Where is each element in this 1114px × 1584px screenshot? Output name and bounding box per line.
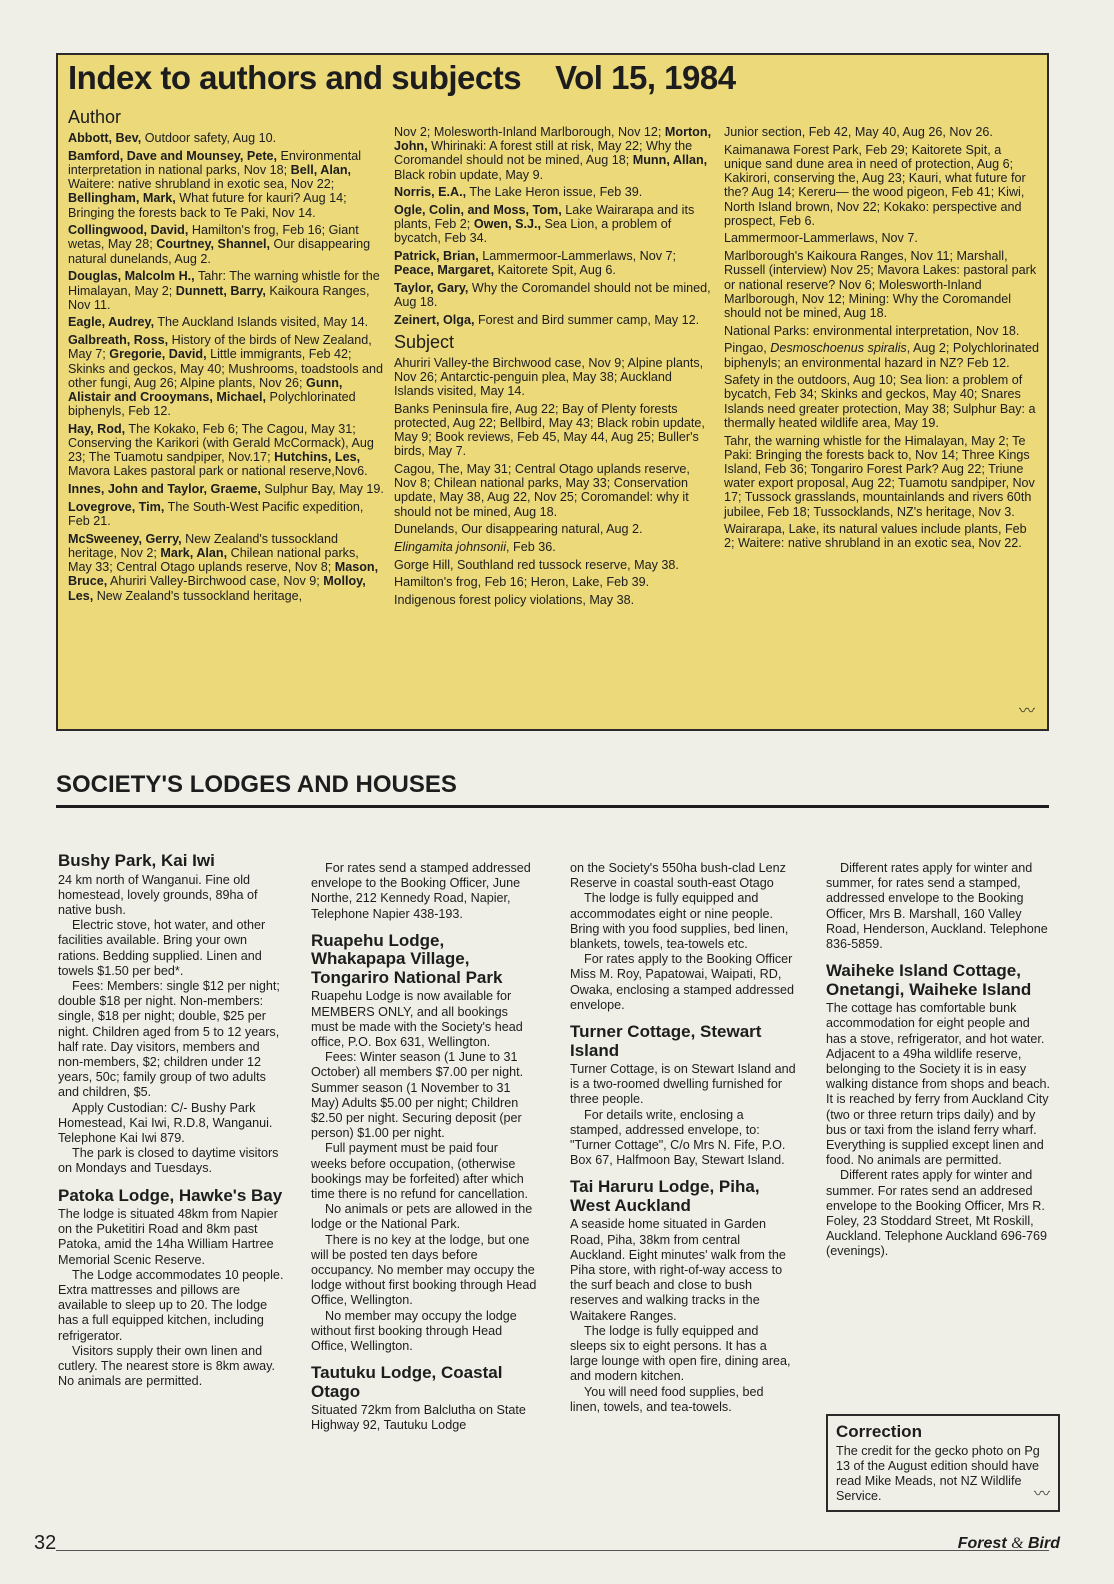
lodge-paragraph: For rates send a stamped addressed envelope to the Booking Officer, June Northe, 212 Kennedy Road, Napier, Telephone Napier 438-193. [311,861,531,921]
index-entry: Lovegrove, Tim, The South-West Pacific expedition, Feb 21. [68,499,364,529]
index-entry: Abbott, Bev, Outdoor safety, Aug 10. [68,131,277,145]
lodge-paragraph: For rates apply to the Booking Officer Miss M. Roy, Papatowai, Waipati, RD, Owaka, enclosing a stamped addressed envelope. [570,952,795,1012]
subject-entries-2 [724,125,1040,551]
index-entry: Gorge Hill, Southland red tussock reserve, May 38. [394,557,679,572]
lodge-paragraph: The Lodge accommodates 10 people. Extra mattresses and pillows are available to sleep up to 20. The lodge has a full equipped kitchen, including refrigerator. [58,1267,284,1343]
subject-entries-1 [394,356,712,608]
index-entry: Zeinert, Olga, Forest and Bird summer camp, May 12. [394,312,700,327]
index-entry: Hamilton's frog, Feb 16; Heron, Lake, Feb 39. [394,575,650,590]
author-heading: Author [68,107,122,127]
lodge-paragraph: For details write, enclosing a stamped, addressed envelope, to: "Turner Cottage", C/o Mrs N. Fife, P.O. Box 67, Halfmoon Bay, Stewart Island. [570,1107,786,1168]
index-box [56,53,1049,731]
index-entry: Marlborough's Kaikoura Ranges, Nov 11; Marshall, Russell (interview) Nov 25; Mavora Lakes: pastoral park or national reserve? Nov 6; Molesworth-Inland Marlborough, Nov 12; Mining: Why the Coromandel should not be mined, Aug 18. [724,249,1037,320]
lodge-paragraph: The cottage has comfortable bunk accommodation for eight people and has a stove, refrigerator, and hot water. Adjacent to a 49ha wildlife reserve, belonging to the Society it is in easy walking distance from shops and beach. It is reached by ferry from Auckland City (two or three return trips daily) and by bus or taxi from the island ferry wharf. Everything is supplied except linen and food. No animals are permitted. [826,1001,1051,1168]
lodge-paragraph: Turner Cottage, is on Stewart Island and is a two-roomed dwelling furnished for three people. [570,1062,796,1107]
subject-heading: Subject [394,331,455,352]
lodge-paragraph: Electric stove, hot water, and other facilities available. Bring your own rations. Bedding supplied. Linen and towels $1.50 per bed*. [58,918,266,978]
lodge-paragraph: The lodge is situated 48km from Napier on the Puketitiri Road and 8km past Patoka, amid the 14ha William Hartree Memorial Scenic Reserve. [58,1207,278,1267]
index-entry: National Parks: environmental interpretation, Nov 18. [724,323,1020,338]
lodge-title: Ruapehu Lodge, Whakapapa Village, Tongariro National Park [311,930,503,987]
index-entry: Taylor, Gary, Why the Coromandel should not be mined, Aug 18. [394,281,711,310]
index-entry: Hay, Rod, The Kokako, Feb 6; The Cagou, May 31; Conserving the Karikori (with Gerald McCormack), Aug 23; The Tuamotu sandpiper, Nov.17; Hutchins, Les, Mavora Lakes pastoral park or national reserve,Nov6. [68,421,374,479]
index-entry: Patrick, Brian, Lammermoor-Lammerlaws, Nov 7; Peace, Margaret, Kaitorete Spit, Aug 6. [394,249,677,278]
lodge-paragraph: A seaside home situated in Garden Road, Piha, 38km from central Auckland. Eight minutes' walk from the Piha store, with right-of-way access to the surf beach and close to bush reserves and walking tracks in the Waitakere Ranges. [570,1217,786,1323]
correction-text: The credit for the gecko photo on Pg 13 of the August edition should have read Mike Meads, not NZ Wildlife Service. [836,1444,1040,1503]
index-entry: Banks Peninsula fire, Aug 22; Bay of Plenty forests protected, Aug 22; Bellbird, May 43; Black robin update, May 9; Book reviews, Feb 45, May 44, Aug 25; Buller's birds, May 7. [394,401,705,459]
lodge-paragraph: on the Society's 550ha bush-clad Lenz Reserve in coastal south-east Otago [570,861,786,891]
lodge-title: Tautuku Lodge, Coastal Otago [311,1363,503,1401]
index-entry: Elingamita johnsonii, Feb 36. [394,540,556,555]
index-entry: Norris, E.A., The Lake Heron issue, Feb 39. [394,185,643,200]
index-entry: Safety in the outdoors, Aug 10; Sea lion: a problem of bycatch, Feb 34; Skinks and geckos, May 40; Snares Islands need greater protection, May 38; Sulphur Bay: a thermally heated wildlife area, May 19. [724,373,1036,430]
index-column-2 [394,125,712,611]
magazine-name [958,1535,1060,1553]
index-entry: Dunelands, Our disappearing natural, Aug 2. [394,522,643,537]
lodges-column-1 [58,852,284,1390]
index-entry: Ahuriri Valley-the Birchwood case, Nov 9; Alpine plants, Nov 26; Antarctic-penguin plea, May 38; Auckland Islands visited, May 14. [394,355,704,399]
author-entries-2 [394,125,712,327]
lodge-paragraph: Ruapehu Lodge is now available for MEMBERS ONLY, and all bookings must be made with the Society's head office, P.O. Box 631, Wellington. [311,989,523,1049]
lodge-title: Waiheke Island Cottage, Onetangi, Waiheke Island [826,961,1032,999]
index-column-3 [724,125,1040,554]
index-entry: Lammermoor-Lammerlaws, Nov 7. [724,231,918,246]
author-entries-1 [68,131,386,603]
index-entry: Pingao, Desmoschoenus spiralis, Aug 2; Polychlorinated biphenyls; an environmental hazard in NZ? Feb 12. [724,341,1040,370]
index-entry: Douglas, Malcolm H., Tahr: The warning whistle for the Himalayan, May 2; Dunnett, Barry, Kaikoura Ranges, Nov 11. [68,269,380,312]
index-entry: McSweeney, Gerry, New Zealand's tussockland heritage, Nov 2; Mark, Alan, Chilean national parks, May 33; Central Otago uplands reserve, Nov 8; Mason, Bruce, Ahuriri Valley-Birchwood case, Nov 9; Molloy, Les, New Zealand's tussockland heritage, [68,531,379,603]
index-entry: Eagle, Audrey, The Auckland Islands visited, May 14. [68,315,369,330]
lodge-paragraph: Visitors supply their own linen and cutlery. The nearest store is 8km away. No animals are permitted. [58,1343,275,1389]
footer-rule [56,1550,1049,1551]
lodges-column-4 [826,861,1052,1260]
lodge-paragraph: Situated 72km from Balclutha on State Highway 92, Tautuku Lodge [311,1403,526,1433]
index-entry: Junior section, Feb 42, May 40, Aug 26, Nov 26. [724,125,993,139]
index-entry: Indigenous forest policy violations, May 38. [394,593,635,608]
correction-box [826,1414,1060,1512]
bird-logo-icon: 〰 [1018,703,1035,720]
lodge-paragraph: Different rates apply for winter and summer. For rates send an addresed envelope to the Booking Officer, Mrs R. Foley, 23 Stoddard Street, Mt Roskill, Auckland. Telephone Auckland 696-769 (evenings). [826,1168,1048,1259]
index-entry: Bamford, Dave and Mounsey, Pete, Environmental interpretation in national parks, Nov 18; Bell, Alan, Waitere: native shrubland in exotic sea, Nov 22; Bellingham, Mark, What future for kauri? Aug 14; Bringing the forests back to Te Paki, Nov 14. [68,148,362,220]
lodge-title: Patoka Lodge, Hawke's Bay [58,1185,283,1205]
lodge-paragraph: Different rates apply for winter and summer, for rates send a stamped, addressed envelope to the Booking Officer, Mrs B. Marshall, 160 Valley Road, Henderson, Auckland. Telephone 836-5859. [826,861,1048,952]
magazine-name-part: Forest [957,1535,1012,1552]
index-title [68,59,736,97]
lodge-paragraph: 24 km north of Wanganui. Fine old homestead, lovely grounds, 89ha of native bush. [58,872,258,917]
lodge-paragraph: No member may occupy the lodge without first booking through Head Office, Wellington. [311,1308,517,1353]
lodge-paragraph: Fees: Winter season (1 June to 31 October) all members $7.00 per night. Summer season (1 November to 31 May) Adults $5.00 per night; Children $2.50 per night. Securing deposit (per person) $1.00 per night. [311,1050,524,1141]
lodge-paragraph: No animals or pets are allowed in the lodge or the National Park. [311,1202,533,1232]
lodges-column-2 [311,861,537,1434]
bird-logo-icon: 〰 [1033,1486,1050,1503]
index-entry: Tahr, the warning whistle for the Himalayan, May 2; Te Paki: Bringing the forests back to, Nov 14; Three Kings Island, Feb 36; Tongariro Forest Park? Aug 22; Triune water export proposal, Aug 22; Tuamotu sandpiper, Nov 17; Tussock grasslands, mountainlands and rivers 60th jubilee, Feb 18; Tussocklands, NZ's heritage, Nov 3. [724,433,1035,519]
lodge-paragraph: You will need food supplies, bed linen, towels, and tea-towels. [570,1384,764,1414]
lodge-paragraph: The lodge is fully equipped and sleeps six to eight persons. It has a large lounge with open fire, dining area, and modern kitchen. [570,1323,791,1384]
lodge-paragraph: There is no key at the lodge, but one will be posted ten days before occupancy. No member may occupy the lodge without first booking through Head Office, Wellington. [311,1232,537,1308]
lodge-paragraph: Full payment must be paid four weeks before occupation, (otherwise bookings may be forfeited) after which time there is no refund for cancellation. [311,1141,529,1201]
index-column-1 [68,103,386,606]
lodge-paragraph: The lodge is fully equipped and accommodates eight or nine people. Bring with you food supplies, bed linen, blankets, towels, tea-towels etc. [570,891,789,952]
lodge-title: Bushy Park, Kai Iwi [58,851,215,870]
index-entry: Cagou, The, May 31; Central Otago uplands reserve, Nov 8; Chilean national parks, May 33; Conservation update, May 38, Aug 22, Nov 25; Coromandel: why it should not be mined, Aug 18. [394,462,690,519]
index-entry: Collingwood, David, Hamilton's frog, Feb 16; Giant wetas, May 28; Courtney, Shannel, Our disappearing natural dunelands, Aug 2. [68,223,371,266]
lodge-paragraph: Fees: Members: single $12 per night; double $18 per night. Non-members: single, $18 per night; double, $25 per night. Children aged from 5 to 12 years, half rate. Day visitors, members and non-members, $2; children under 12 years, 50c; family group of two adults and children, $5. [58,978,280,1100]
index-entry: Nov 2; Molesworth-Inland Marlborough, Nov 12; Morton, John, Whirinaki: A forest still at risk, May 22; Why the Coromandel should not be mined, Aug 18; Munn, Allan, Black robin update, May 9. [394,125,712,182]
lodge-paragraph: Apply Custodian: C/- Bushy Park Homestead, Kai Iwi, R.D.8, Wanganui. Telephone Kai Iwi 879. [58,1100,273,1145]
magazine-ampersand: & [1011,1535,1024,1552]
heading-rule [56,805,1049,808]
index-entry: Wairarapa, Lake, its natural values include plants, Feb 2; Waitere: native shrubland in an exotic sea, Nov 22. [724,522,1027,551]
lodges-column-3 [570,861,796,1415]
magazine-name-part: Bird [1023,1535,1060,1552]
page-number: 32 [34,1532,57,1554]
correction-title: Correction [836,1422,922,1441]
lodge-title: Turner Cottage, Stewart Island [570,1022,762,1060]
lodges-heading: SOCIETY'S LODGES AND HOUSES [56,771,457,798]
index-title-text: Index to authors and subjects [68,59,522,96]
index-entry: Innes, John and Taylor, Graeme, Sulphur Bay, May 19. [68,482,384,497]
index-volume: Vol 15, 1984 [555,59,736,96]
lodge-paragraph: The park is closed to daytime visitors on Mondays and Tuesdays. [58,1146,279,1176]
index-entry: Kaimanawa Forest Park, Feb 29; Kaitorete Spit, a unique sand dune area in need of protection, Aug 6; Kakirori, conserving the, Aug 23; Kauri, what future for the? Aug 14; Kereru— the wood pigeon, Feb 41; Kiwi, North Island brown, Nov 22; Kokako: perspective and prospect, Feb 6. [724,142,1026,228]
lodge-title: Tai Haruru Lodge, Piha, West Auckland [570,1177,760,1215]
index-entry: Galbreath, Ross, History of the birds of New Zealand, May 7; Gregorie, David, Little immigrants, Feb 42; Skinks and geckos, May 40; Mushrooms, toadstools and other fungi, Aug 26; Alpine plants, Nov 26; Gunn, Alistair and Crooymans, Michael, Polychlorinated biphenyls, Feb 12. [68,333,384,419]
index-entry: Ogle, Colin, and Moss, Tom, Lake Wairarapa and its plants, Feb 2; Owen, S.J., Sea Lion, a problem of bycatch, Feb 34. [394,203,695,246]
